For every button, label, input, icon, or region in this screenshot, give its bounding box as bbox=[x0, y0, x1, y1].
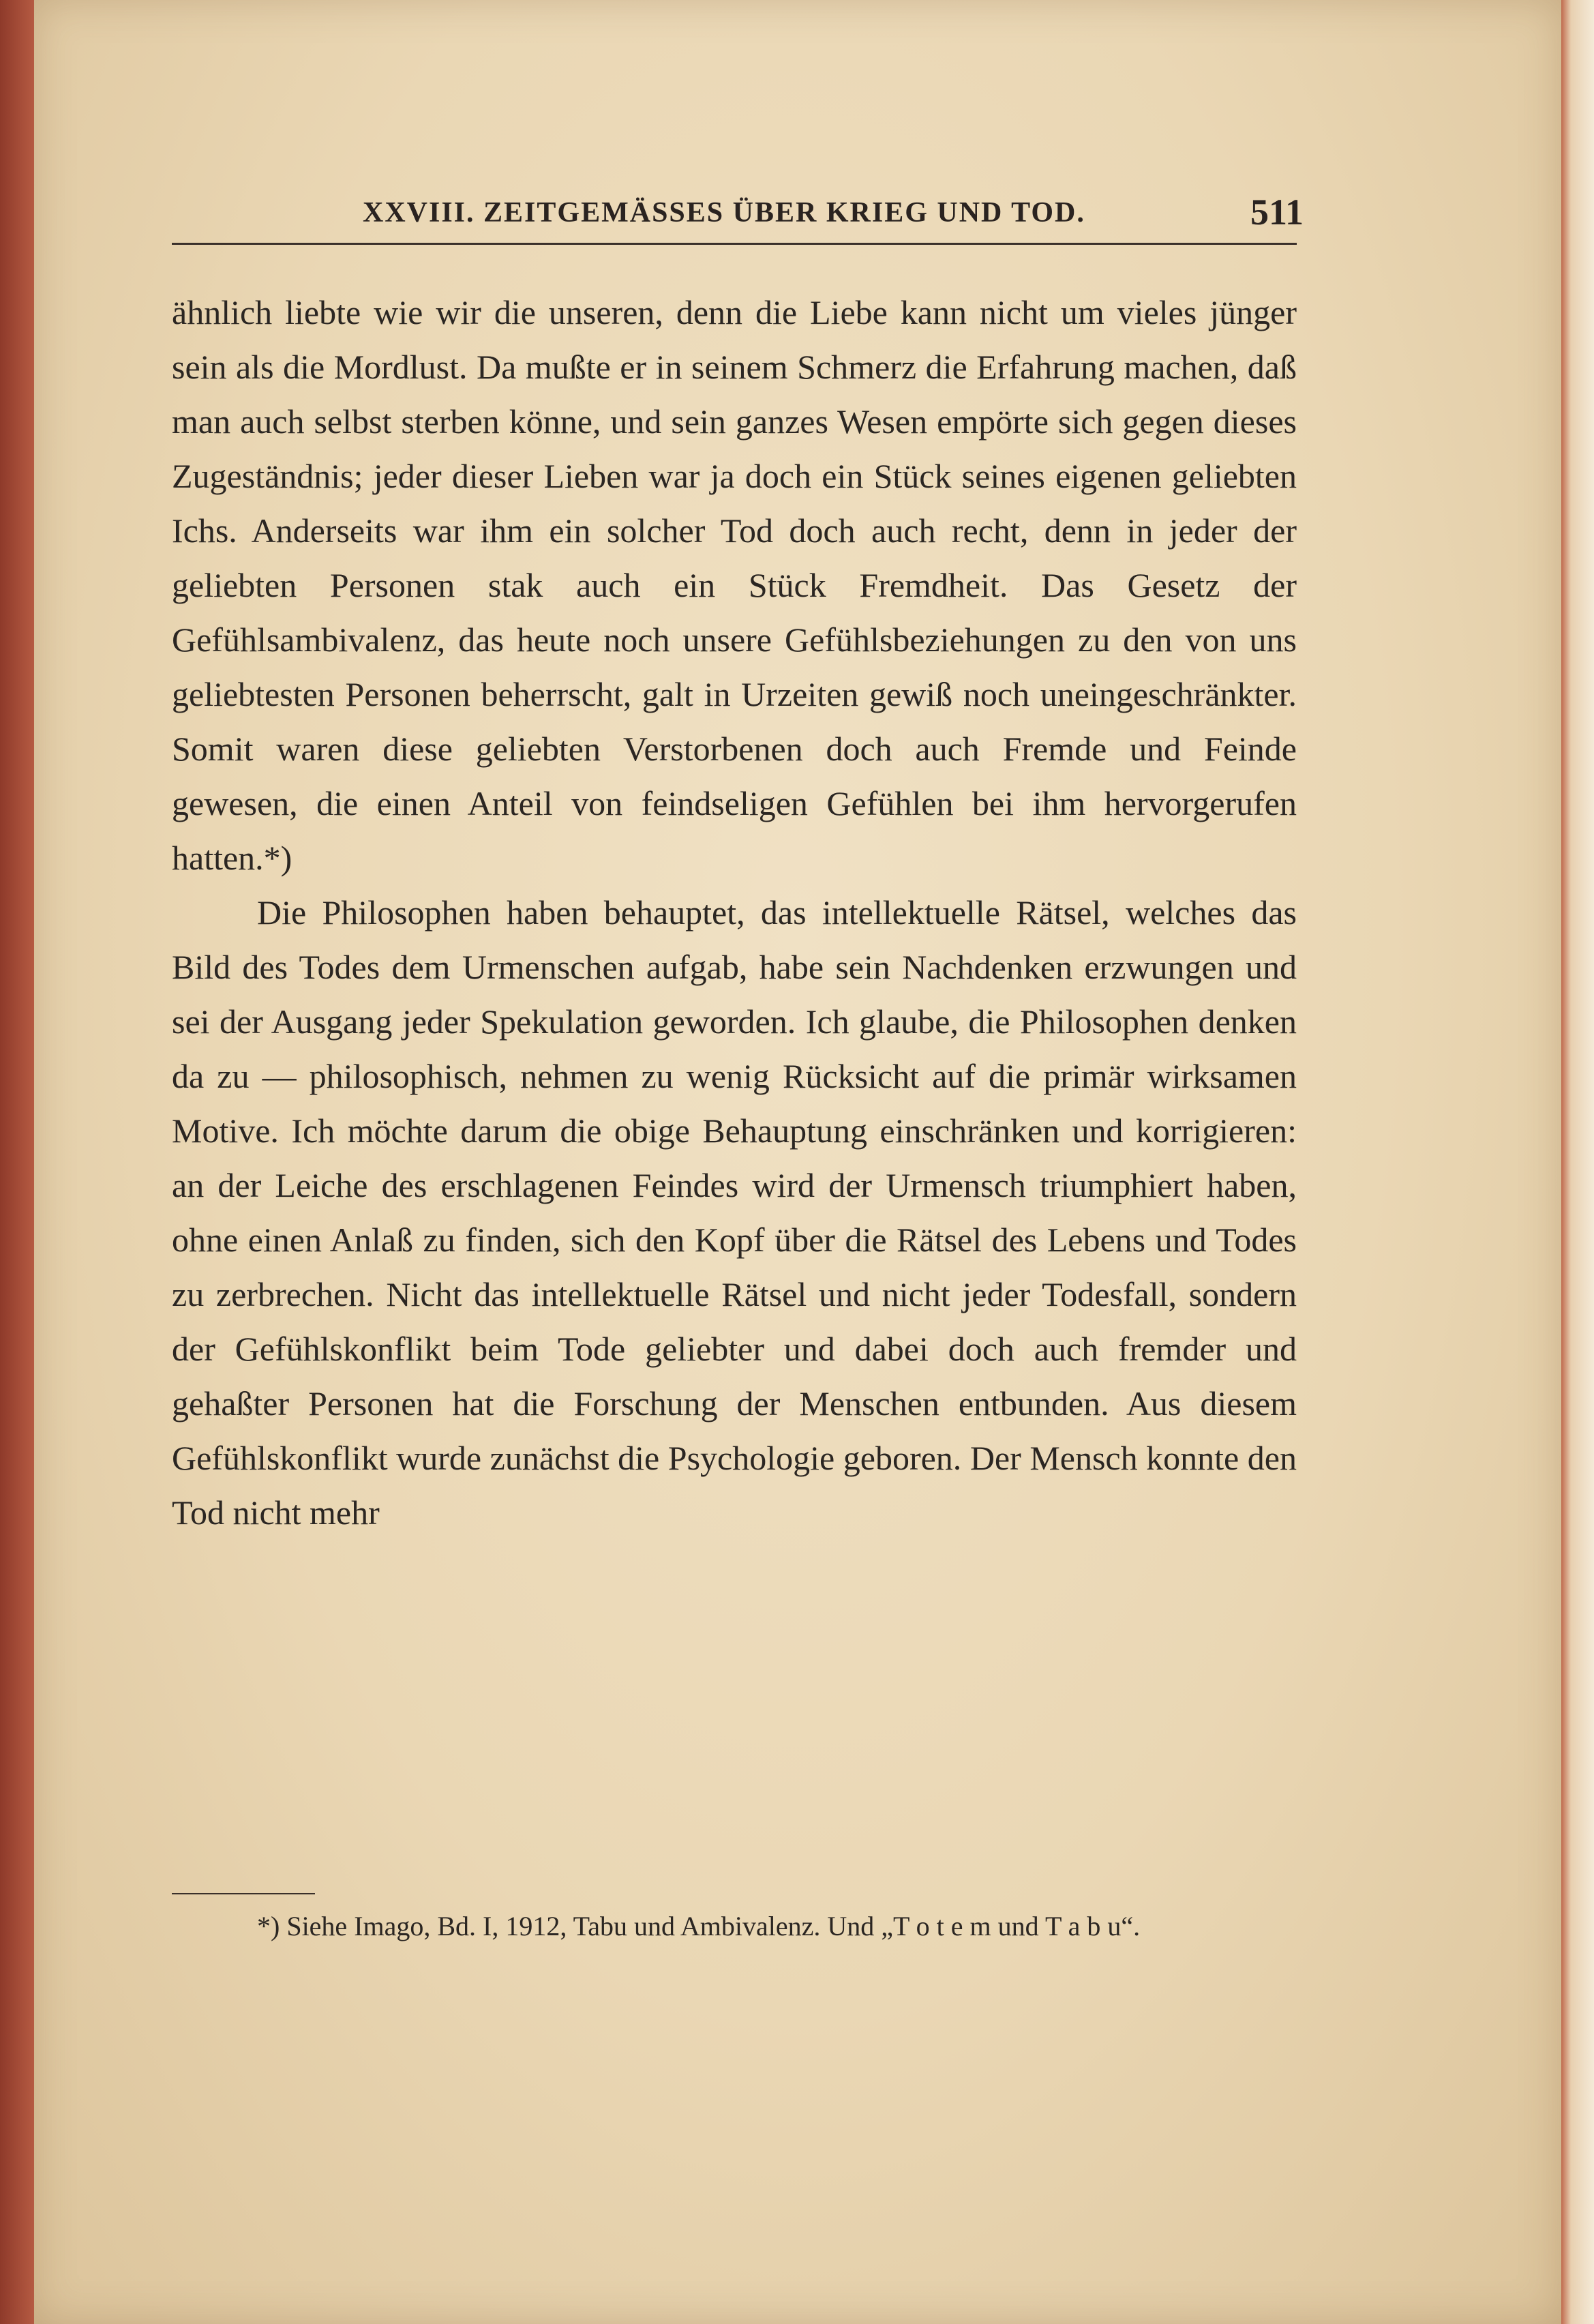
header-rule bbox=[172, 243, 1297, 245]
paragraph-2: Die Philosophen haben behauptet, das intellektuelle Rätsel, welches das Bild des Todes dem Urmenschen aufgab, habe sein Nachdenken erzwungen und sei der Ausgang jeder Spekulation geworden. Ich glaube, die Philosophen denken da zu — philosophisch, nehmen zu wenig Rücksicht auf die primär wirksamen Motive. Ich möchte darum die obige Behauptung einschränken und korrigieren: an der Leiche des erschlagenen Feindes wird der Urmensch triumphiert haben, ohne einen Anlaß zu finden, sich den Kopf über die Rätsel des Lebens und Todes zu zerbrechen. Nicht das intellektuelle Rätsel und nicht jeder Todesfall, sondern der Gefühlskonflikt beim Tode geliebter und dabei doch auch fremder und gehaßter Personen hat die Forschung der Menschen entbunden. Aus diesem Gefühlskonflikt wurde zunächst die Psychologie geboren. Der Mensch konnte den Tod nicht mehr bbox=[172, 893, 1297, 1532]
paragraph-1: ähnlich liebte wie wir die unseren, denn die Liebe kann nicht um vieles jünger sein als die Mordlust. Da mußte er in seinem Schmerz die Erfahrung machen, daß man auch selbst sterben könne, und sein ganzes Wesen empörte sich gegen dieses Zugeständnis; jeder dieser Lieben war ja doch ein Stück seines eigenen geliebten Ichs. Anderseits war ihm ein solcher Tod doch auch recht, denn in jeder der geliebten Personen stak auch ein Stück Fremdheit. Das Gesetz der Gefühlsambivalenz, das heute noch unsere Gefühlsbeziehungen zu den von uns geliebtesten Personen beherrscht, galt in Urzeiten gewiß noch uneingeschränkter. Somit waren diese geliebten Verstorbenen doch auch Fremde und Feinde gewesen, die einen Anteil von feindseligen Gefühlen bei ihm hervorgerufen hatten.*) bbox=[172, 293, 1297, 877]
page-edge bbox=[1561, 0, 1594, 2324]
book-spine-edge bbox=[0, 0, 34, 2324]
running-head: XXVIII. ZEITGEMÄSSES ÜBER KRIEG UND TOD. bbox=[363, 197, 1085, 228]
body-text bbox=[172, 285, 1297, 1540]
footnote: *) Siehe Imago, Bd. I, 1912, Tabu und Ambivalenz. Und „T o t e m und T a b u“. bbox=[257, 1911, 1141, 1941]
footnote-rule bbox=[172, 1893, 315, 1894]
page-number: 511 bbox=[1250, 192, 1304, 233]
page-header bbox=[145, 191, 1304, 245]
